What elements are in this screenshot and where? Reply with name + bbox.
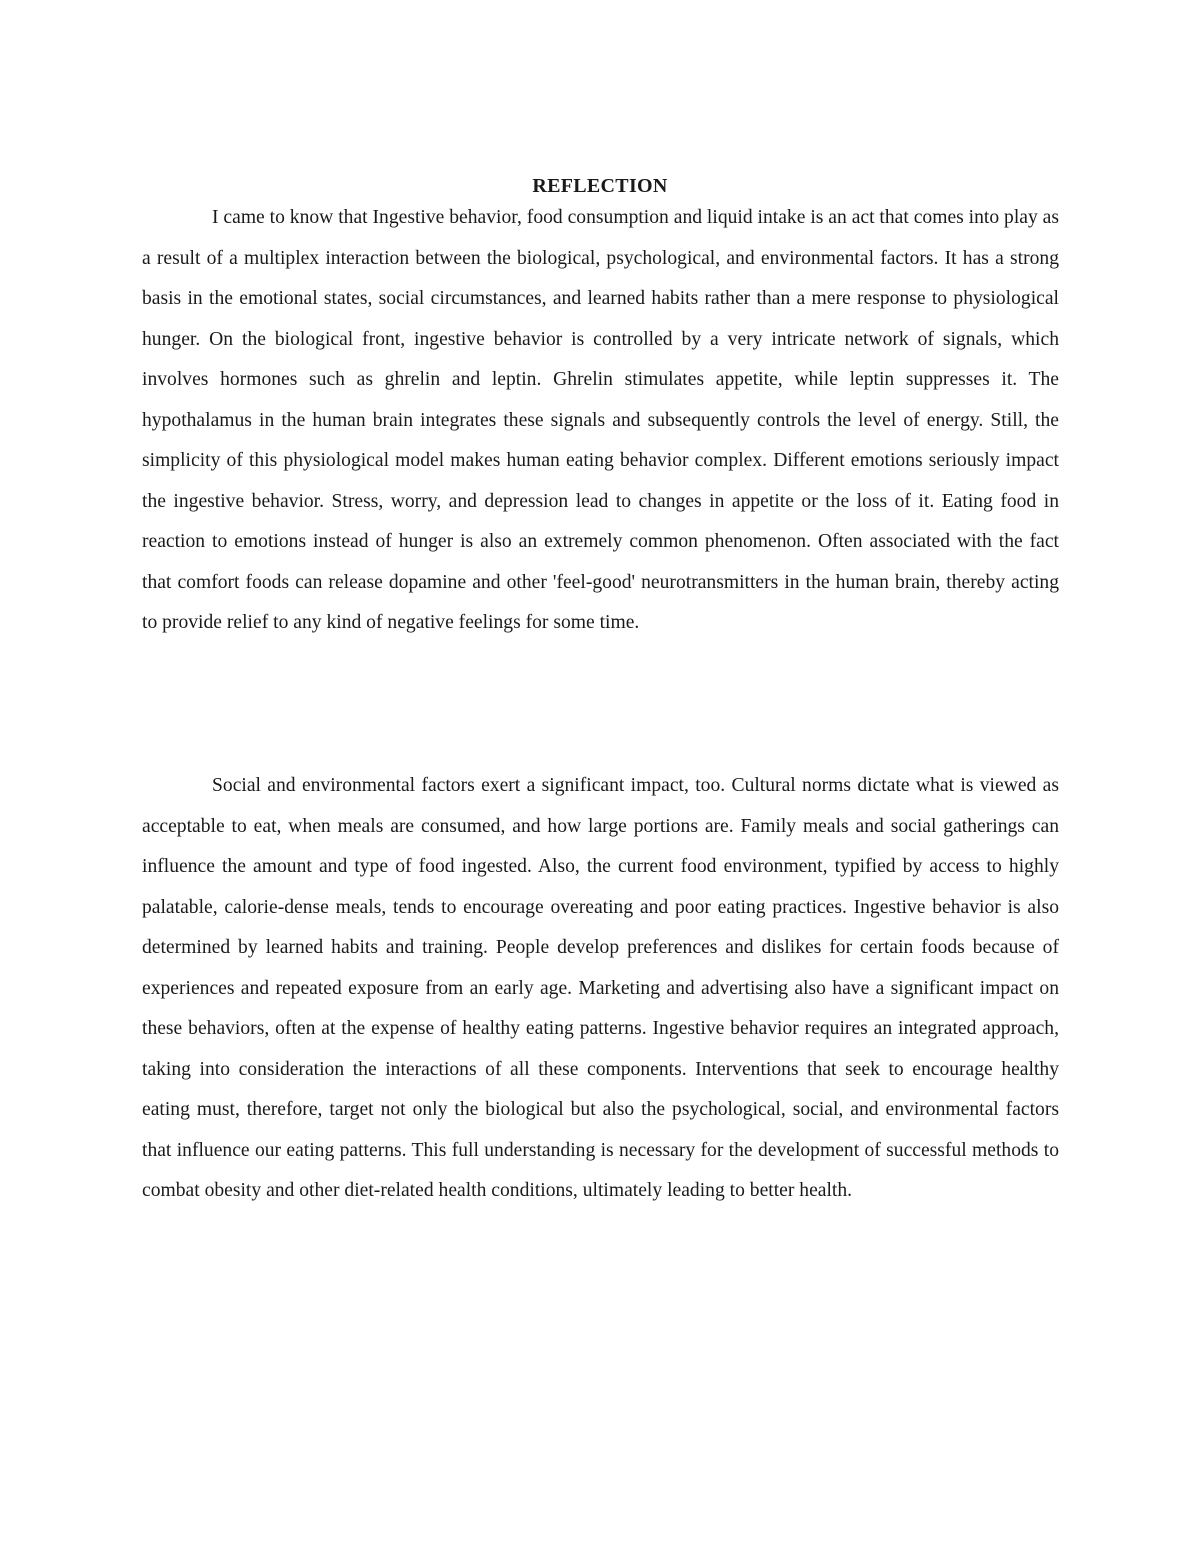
paragraph-1: I came to know that Ingestive behavior, food consumption and liquid intake is an act that comes into play as a result of a multiplex interaction between the biological, psychological, and environmental factors. It has a strong basis in the emotional states, social circumstances, and learned habits rather than a mere response to physiological hunger. On the biological front, ingestive behavior is controlled by a very intricate network of signals, which involves hormones such as ghrelin and leptin. Ghrelin stimulates appetite, while leptin suppresses it. The hypothalamus in the human brain integrates these signals and subsequently controls the level of energy. Still, the simplicity of this physiological model makes human eating behavior complex. Different emotions seriously impact the ingestive behavior. Stress, worry, and depression lead to changes in appetite or the loss of it. Eating food in reaction to emotions instead of hunger is also an extremely common phenomenon. Often associated with the fact that comfort foods can release dopamine and other 'feel-good' neurotransmitters in the human brain, thereby acting to provide relief to any kind of negative feelings for some time. bbox=[142, 207, 1059, 633]
paragraph-2: Social and environmental factors exert a significant impact, too. Cultural norms dictate what is viewed as acceptable to eat, when meals are consumed, and how large portions are. Family meals and social gatherings can influence the amount and type of food ingested. Also, the current food environment, typified by access to highly palatable, calorie-dense meals, tends to encourage overeating and poor eating practices. Ingestive behavior is also determined by learned habits and training. People develop preferences and dislikes for certain foods because of experiences and repeated exposure from an early age. Marketing and advertising also have a significant impact on these behaviors, often at the expense of healthy eating patterns. Ingestive behavior requires an integrated approach, taking into consideration the interactions of all these components. Interventions that seek to encourage healthy eating must, therefore, target not only the biological but also the psychological, social, and environmental factors that influence our eating patterns. This full understanding is necessary for the development of successful methods to combat obesity and other diet-related health conditions, ultimately leading to better health. bbox=[142, 775, 1059, 1201]
document-title: REFLECTION bbox=[532, 175, 668, 197]
